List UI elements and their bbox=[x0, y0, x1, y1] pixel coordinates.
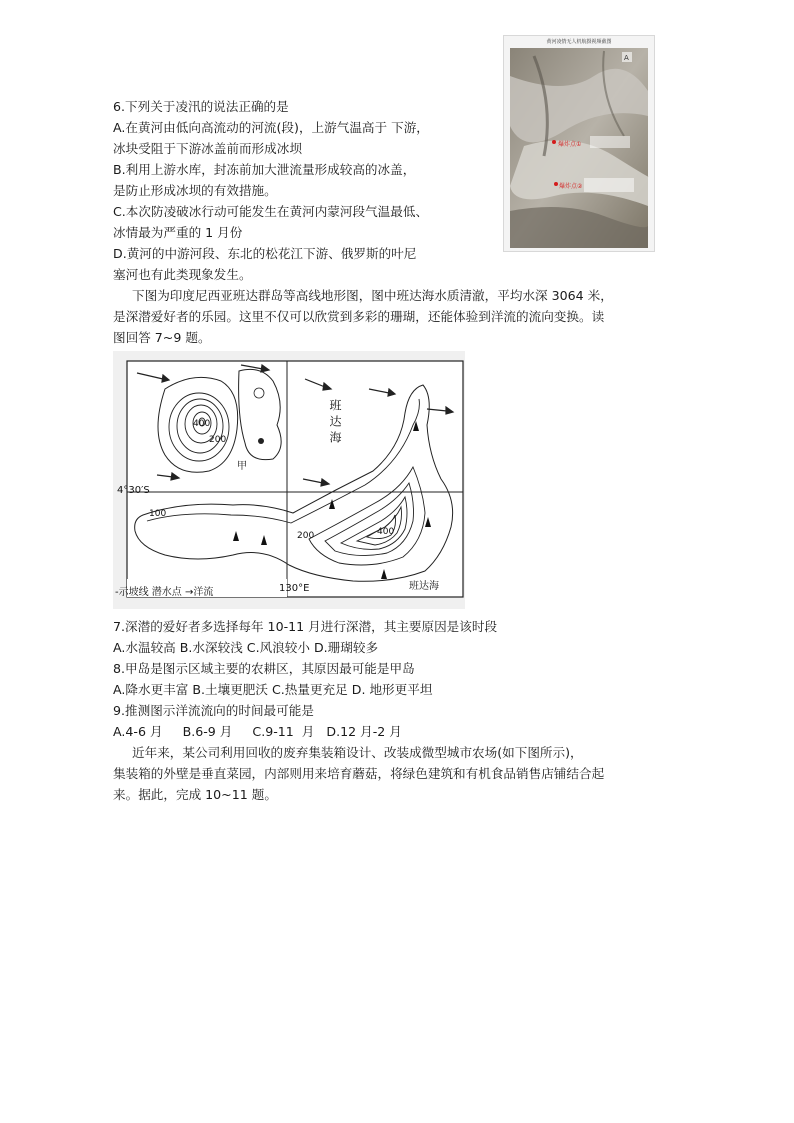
intro-line3: 图回答 7~9 题。 bbox=[113, 330, 211, 345]
photo-label-b: 爆炸点② bbox=[559, 183, 583, 190]
aerial-photo bbox=[503, 35, 655, 252]
photo-label-a: 爆炸点① bbox=[558, 141, 582, 148]
contour-map-drawing bbox=[113, 351, 465, 609]
q7-stem: 7.深潜的爱好者多选择每年 10-11 月进行深潜，其主要原因是该时段 bbox=[113, 619, 498, 634]
q6-option-b-line1: B.利用上游水库，封冻前加大泄流量形成较高的冰盖， bbox=[113, 162, 416, 177]
q6-option-a-line2: 冰块受阻于下游冰盖前而形成冰坝 bbox=[113, 141, 302, 156]
longitude-label: 130°E bbox=[279, 583, 310, 594]
q8-options: A.降水更丰富 B.土壤更肥沃 C.热量更充足 D. 地形更平坦 bbox=[113, 682, 433, 697]
contour-label-200-south: 200 bbox=[297, 531, 315, 541]
island-jia-label: 甲 bbox=[237, 461, 247, 472]
intro-line1: 下图为印度尼西亚班达群岛等高线地形图，图中班达海水质清澈，平均水深 3064 米， bbox=[132, 288, 613, 303]
aerial-photo-image bbox=[504, 36, 654, 251]
svg-text:A: A bbox=[624, 54, 629, 62]
intro2-line3: 来。据此，完成 10~11 题。 bbox=[113, 787, 277, 802]
photo-title: 黄河凌情无人机航摄视频截图 bbox=[546, 39, 612, 45]
intro2-line1: 近年来，某公司利用回收的废弃集装箱设计、改装成微型城市农场(如下图所示)， bbox=[132, 745, 583, 760]
map-legend: -示坡线 潜水点 →洋流 bbox=[115, 587, 214, 598]
q6-option-c-line2: 冰情最为严重的 1 月份 bbox=[113, 225, 243, 240]
contour-label-400-south: 400 bbox=[377, 527, 395, 537]
contour-label-200: 200 bbox=[209, 435, 227, 445]
sea-name-vertical: 班达海 bbox=[328, 399, 342, 447]
latitude-label: 4°30′S bbox=[117, 485, 150, 496]
q9-stem: 9.推测图示洋流流向的时间最可能是 bbox=[113, 703, 314, 718]
intro-line2: 是深潜爱好者的乐园。这里不仅可以欣赏到多彩的珊瑚，还能体验到洋流的流向变换。读 bbox=[113, 309, 605, 324]
contour-label-400: 400 bbox=[193, 419, 211, 429]
sea-name-label: 班达海 bbox=[409, 581, 439, 592]
q6-option-c-line1: C.本次防凌破冰行动可能发生在黄河内蒙河段气温最低、 bbox=[113, 204, 429, 219]
q6-option-b-line2: 是防止形成冰坝的有效措施。 bbox=[113, 183, 277, 198]
contour-map bbox=[113, 351, 465, 609]
q8-stem: 8.甲岛是图示区域主要的农耕区，其原因最可能是甲岛 bbox=[113, 661, 415, 676]
intro2-line2: 集装箱的外壁是垂直菜园，内部则用来培育蘑菇，将绿色建筑和有机食品销售店铺结合起 bbox=[113, 766, 605, 781]
q6-option-d-line2: 塞河也有此类现象发生。 bbox=[113, 267, 252, 282]
q6-option-a-line1: A.在黄河由低向高流动的河流(段)，上游气温高于 下游， bbox=[113, 120, 429, 135]
q6-option-d-line1: D.黄河的中游河段、东北的松花江下游、俄罗斯的叶尼 bbox=[113, 246, 417, 261]
q7-options: A.水温较高 B.水深较浅 C.风浪较小 D.珊瑚较多 bbox=[113, 640, 379, 655]
q9-options: A.4-6 月 B.6-9 月 C.9-11 月 D.12 月-2 月 bbox=[113, 724, 402, 739]
contour-label-100: 100 bbox=[149, 509, 167, 519]
q6-stem: 6.下列关于凌汛的说法正确的是 bbox=[113, 99, 289, 114]
